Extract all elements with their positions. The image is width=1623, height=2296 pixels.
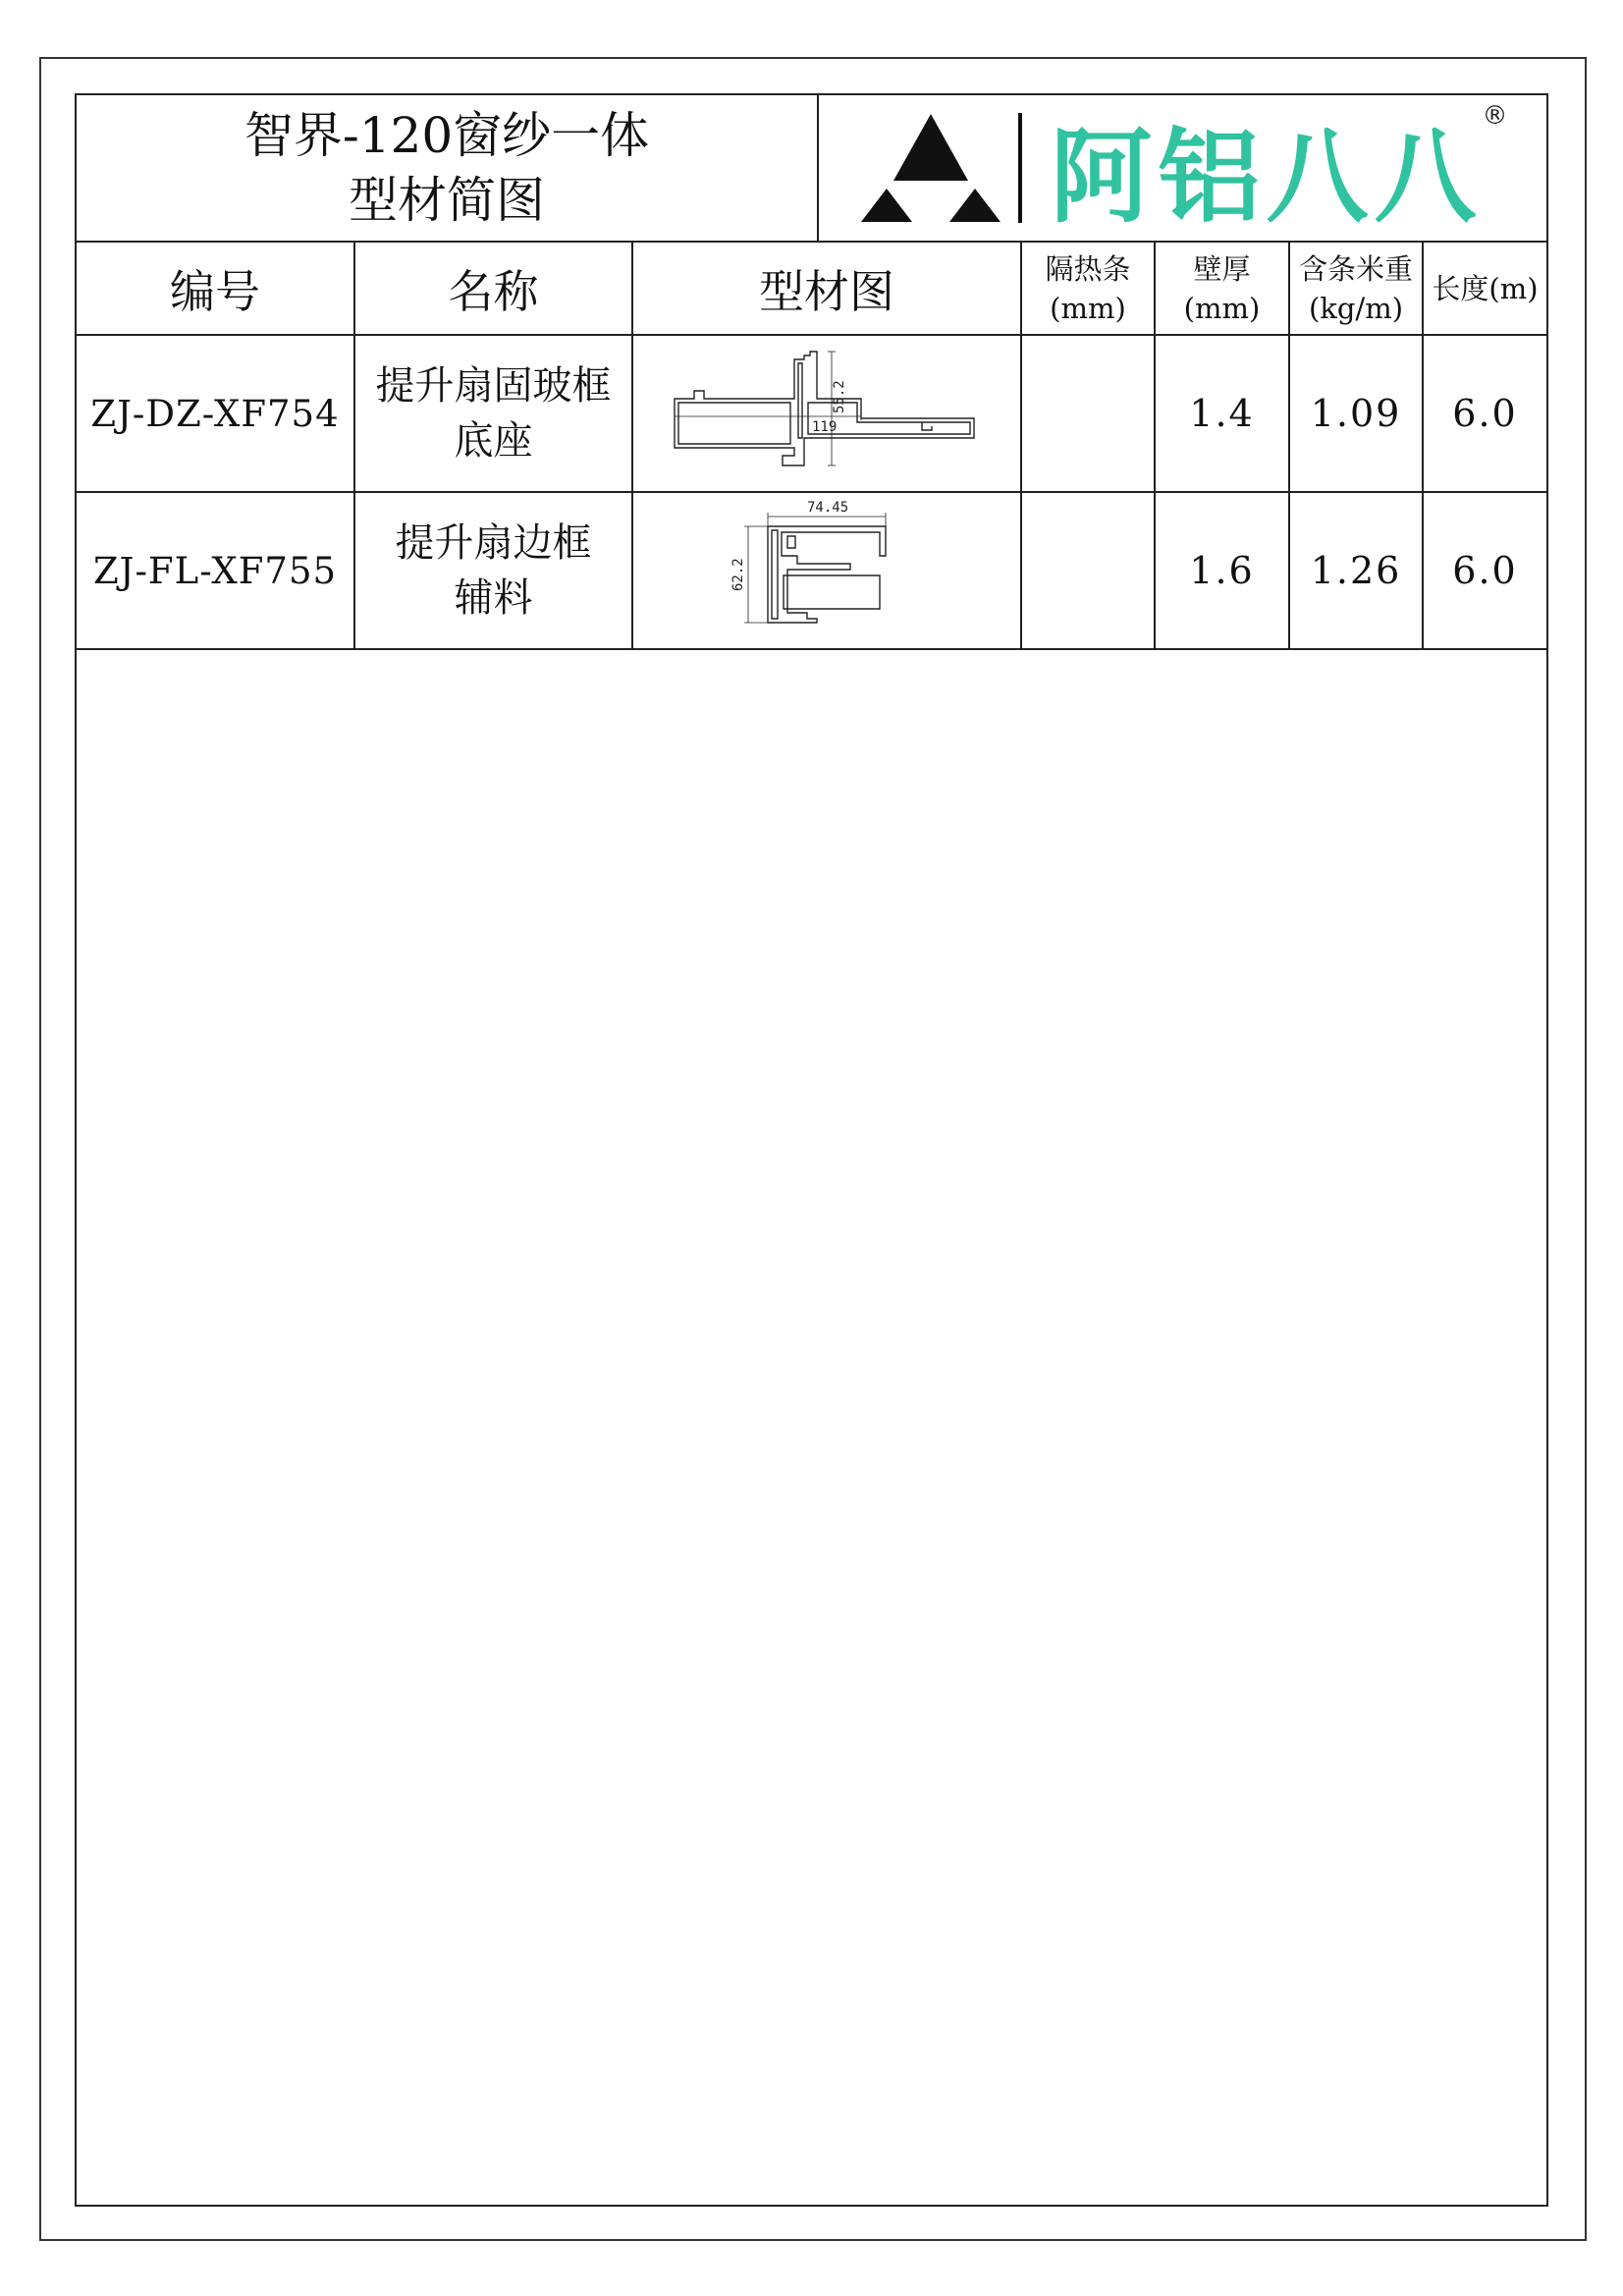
brand-logo xyxy=(819,95,1546,241)
row1-name xyxy=(355,336,631,491)
col-header-name: 名称 xyxy=(448,264,539,318)
row2-name xyxy=(355,493,631,648)
row2-wall-thickness: 1.6 xyxy=(1189,549,1255,592)
title-line-2: 型材简图 xyxy=(349,172,545,229)
row2-profile-drawing xyxy=(633,493,1020,648)
profile-drawing-xf754 xyxy=(665,340,989,487)
document-title xyxy=(77,95,817,241)
col-header-wall xyxy=(1156,243,1288,334)
triangle-mountain-logo-icon xyxy=(857,112,1004,225)
profile-drawing-xf755 xyxy=(729,497,925,644)
row1-width-dim: 119 xyxy=(812,419,838,435)
col-header-length: 长度(m) xyxy=(1432,271,1539,305)
row1-length: 6.0 xyxy=(1452,392,1518,435)
registered-mark: ® xyxy=(1482,101,1508,131)
col-header-drawing: 型材图 xyxy=(759,264,894,318)
row1-profile-drawing xyxy=(633,336,1020,491)
row2-length: 6.0 xyxy=(1452,549,1518,592)
row2-name-line2: 辅料 xyxy=(454,575,533,621)
col-header-weight xyxy=(1290,243,1422,334)
row2-weight: 1.26 xyxy=(1310,549,1402,592)
logo-text: 阿铝八八 xyxy=(1050,117,1483,237)
col-header-insulation xyxy=(1022,243,1154,334)
logo-separator xyxy=(1018,113,1022,223)
row1-name-line2: 底座 xyxy=(454,418,533,464)
row2-name-line1: 提升扇边框 xyxy=(395,520,592,566)
col-header-code: 编号 xyxy=(170,264,260,318)
weight-label: 含条米重 xyxy=(1298,251,1413,286)
insulation-unit: (mm) xyxy=(1050,291,1126,325)
wall-unit: (mm) xyxy=(1183,291,1261,325)
row1-wall-thickness: 1.4 xyxy=(1189,392,1255,435)
weight-unit: (kg/m) xyxy=(1308,291,1404,325)
row1-height-dim: 55.2 xyxy=(832,380,847,413)
row2-divider xyxy=(75,648,1548,650)
row1-name-line1: 提升扇固玻框 xyxy=(375,363,612,409)
wall-label: 壁厚 xyxy=(1193,251,1251,286)
row1-weight: 1.09 xyxy=(1310,392,1402,435)
row2-width-dim: 74.45 xyxy=(807,500,849,516)
row2-insulation xyxy=(1022,493,1154,648)
insulation-label: 隔热条 xyxy=(1045,251,1131,286)
title-line-1: 智界-120窗纱一体 xyxy=(243,107,650,164)
row1-code: ZJ-DZ-XF754 xyxy=(90,392,340,435)
row2-code: ZJ-FL-XF755 xyxy=(92,549,338,592)
row1-insulation xyxy=(1022,336,1154,491)
row2-height-dim: 62.2 xyxy=(730,558,746,591)
